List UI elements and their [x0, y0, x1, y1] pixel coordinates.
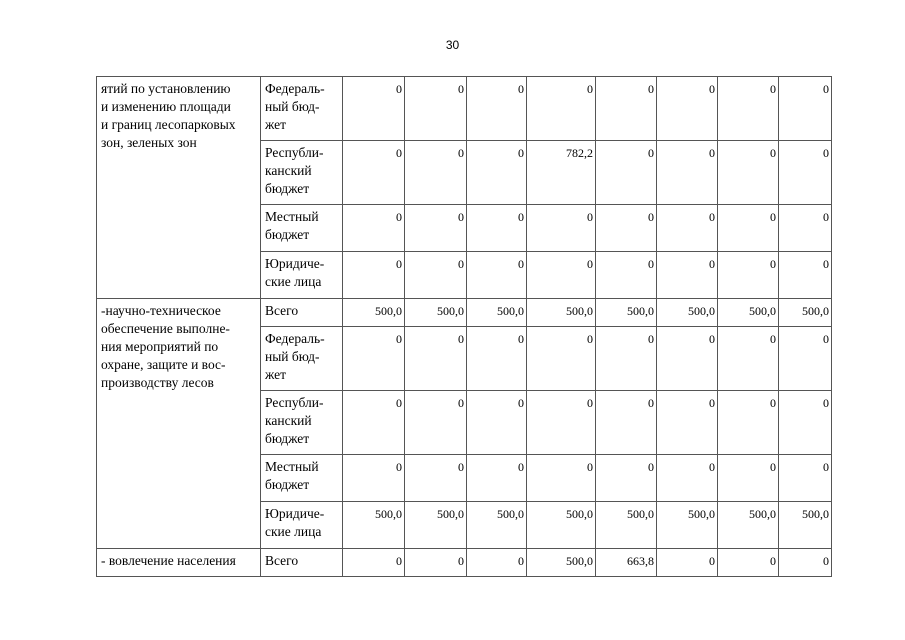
activity-name-line: охране, защите и вос-: [101, 357, 226, 372]
value-cell: 0: [718, 77, 779, 141]
value-cell: 0: [779, 141, 832, 205]
value-cell: 0: [657, 252, 718, 299]
value-cell: 0: [779, 77, 832, 141]
value-cell: 0: [467, 455, 527, 502]
value-cell: 0: [596, 205, 657, 252]
value-cell: 663,8: [596, 549, 657, 577]
funding-source-line: Федераль-: [265, 81, 325, 96]
funding-source-line: жет: [265, 367, 287, 382]
value-cell: 500,0: [596, 299, 657, 327]
value-cell: 0: [527, 391, 596, 455]
value-cell: 0: [718, 205, 779, 252]
value-cell: 0: [779, 391, 832, 455]
activity-name-line: обеспечение выполне-: [101, 321, 230, 336]
value-cell: 0: [405, 391, 467, 455]
activity-name-cell: [97, 299, 261, 549]
funding-source-cell: [261, 391, 343, 455]
value-cell: 0: [527, 205, 596, 252]
value-cell: 0: [596, 327, 657, 391]
value-cell: 500,0: [343, 299, 405, 327]
funding-source-cell: [261, 502, 343, 549]
funding-source-line: Всего: [265, 553, 299, 568]
value-cell: 0: [779, 327, 832, 391]
funding-source-line: Федераль-: [265, 331, 325, 346]
value-cell: 0: [527, 252, 596, 299]
activity-name-line: ния мероприятий по: [101, 339, 219, 354]
value-cell: 0: [657, 77, 718, 141]
value-cell: 0: [718, 549, 779, 577]
value-cell: 500,0: [657, 299, 718, 327]
value-cell: 500,0: [405, 299, 467, 327]
value-cell: 0: [467, 549, 527, 577]
value-cell: 0: [596, 252, 657, 299]
value-cell: 782,2: [527, 141, 596, 205]
table-row: [97, 77, 832, 141]
value-cell: 0: [343, 549, 405, 577]
funding-source-line: бюджет: [265, 431, 310, 446]
value-cell: 0: [657, 327, 718, 391]
value-cell: 500,0: [718, 299, 779, 327]
value-cell: 500,0: [467, 299, 527, 327]
value-cell: 0: [596, 141, 657, 205]
value-cell: 0: [596, 455, 657, 502]
value-cell: 500,0: [527, 299, 596, 327]
value-cell: 0: [779, 549, 832, 577]
activity-name-line: и границ лесопарковых: [101, 117, 236, 132]
value-cell: 0: [405, 327, 467, 391]
funding-source-line: Юридиче-: [265, 506, 325, 521]
value-cell: 0: [527, 327, 596, 391]
value-cell: 0: [596, 391, 657, 455]
value-cell: 0: [343, 205, 405, 252]
funding-source-line: бюджет: [265, 181, 310, 196]
value-cell: 0: [467, 77, 527, 141]
funding-source-line: Республи-: [265, 145, 324, 160]
value-cell: 500,0: [718, 502, 779, 549]
value-cell: 0: [405, 205, 467, 252]
value-cell: 500,0: [657, 502, 718, 549]
value-cell: 500,0: [467, 502, 527, 549]
table-body: [97, 77, 832, 577]
funding-source-line: ный бюд-: [265, 349, 320, 364]
value-cell: 0: [779, 205, 832, 252]
value-cell: 0: [657, 455, 718, 502]
funding-source-cell: [261, 252, 343, 299]
value-cell: 0: [467, 391, 527, 455]
value-cell: 500,0: [527, 549, 596, 577]
value-cell: 0: [718, 327, 779, 391]
value-cell: 0: [718, 252, 779, 299]
value-cell: 0: [596, 77, 657, 141]
budget-table: [96, 76, 832, 577]
funding-source-cell: [261, 141, 343, 205]
funding-source-line: Местный: [265, 459, 319, 474]
value-cell: 500,0: [405, 502, 467, 549]
value-cell: 0: [343, 455, 405, 502]
value-cell: 0: [718, 141, 779, 205]
funding-source-line: ские лица: [265, 524, 322, 539]
funding-source-cell: [261, 455, 343, 502]
activity-name-line: зон, зеленых зон: [101, 135, 197, 150]
value-cell: 0: [657, 205, 718, 252]
activity-name-line: - вовлечение населения: [101, 553, 236, 568]
activity-name-line: -научно-техническое: [101, 303, 221, 318]
funding-source-cell: [261, 299, 343, 327]
value-cell: 0: [467, 141, 527, 205]
funding-source-line: канский: [265, 413, 312, 428]
value-cell: 500,0: [779, 299, 832, 327]
page-number: 30: [445, 38, 460, 52]
funding-source-line: бюджет: [265, 227, 310, 242]
value-cell: 0: [343, 327, 405, 391]
activity-name-cell: [97, 549, 261, 577]
value-cell: 0: [343, 252, 405, 299]
value-cell: 0: [657, 391, 718, 455]
funding-source-line: Республи-: [265, 395, 324, 410]
funding-source-line: ный бюд-: [265, 99, 320, 114]
value-cell: 0: [527, 455, 596, 502]
value-cell: 0: [779, 455, 832, 502]
funding-source-cell: [261, 549, 343, 577]
value-cell: 500,0: [596, 502, 657, 549]
value-cell: 0: [405, 549, 467, 577]
funding-source-line: канский: [265, 163, 312, 178]
value-cell: 0: [527, 77, 596, 141]
table-row: [97, 549, 832, 577]
value-cell: 0: [405, 141, 467, 205]
funding-source-line: Всего: [265, 303, 299, 318]
activity-name-line: ятий по установлению: [101, 81, 231, 96]
value-cell: 0: [405, 252, 467, 299]
funding-source-line: бюджет: [265, 477, 310, 492]
value-cell: 0: [467, 205, 527, 252]
value-cell: 0: [657, 549, 718, 577]
value-cell: 0: [467, 327, 527, 391]
value-cell: 500,0: [343, 502, 405, 549]
table-row: [97, 299, 832, 327]
funding-source-line: жет: [265, 117, 287, 132]
funding-source-cell: [261, 77, 343, 141]
activity-name-line: и изменению площади: [101, 99, 231, 114]
value-cell: 500,0: [527, 502, 596, 549]
activity-name-cell: [97, 77, 261, 299]
value-cell: 0: [405, 77, 467, 141]
funding-source-line: ские лица: [265, 274, 322, 289]
value-cell: 0: [718, 391, 779, 455]
funding-source-line: Юридиче-: [265, 256, 325, 271]
funding-source-line: Местный: [265, 209, 319, 224]
funding-source-cell: [261, 205, 343, 252]
value-cell: 0: [343, 391, 405, 455]
value-cell: 0: [779, 252, 832, 299]
value-cell: 0: [718, 455, 779, 502]
activity-name-line: производству лесов: [101, 375, 214, 390]
value-cell: 0: [343, 141, 405, 205]
value-cell: 0: [405, 455, 467, 502]
value-cell: 0: [467, 252, 527, 299]
value-cell: 0: [343, 77, 405, 141]
value-cell: 500,0: [779, 502, 832, 549]
funding-source-cell: [261, 327, 343, 391]
value-cell: 0: [657, 141, 718, 205]
